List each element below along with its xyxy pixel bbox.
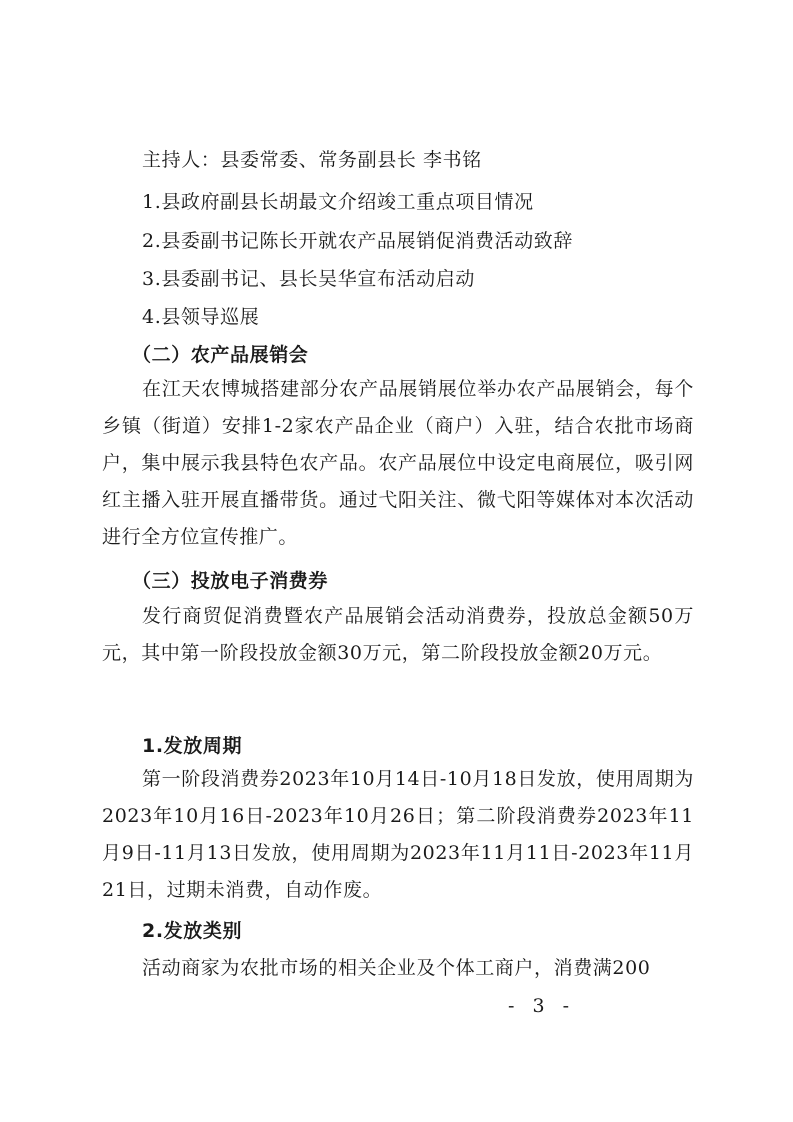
subsection-body-category: 活动商家为农批市场的相关企业及个体工商户，消费满200 xyxy=(142,957,651,979)
agenda-item-1: 1.县政府副县长胡最文介绍竣工重点项目情况 xyxy=(142,191,534,213)
agenda-item-2: 2.县委副书记陈长开就农产品展销促消费活动致辞 xyxy=(142,230,573,252)
section-body-exhibition: 在江天农博城搭建部分农产品展销展位举办农产品展销会，每个乡镇（街道）安排1-2家农产品企业（商户）入驻，结合农批市场商户，集中展示我县特色农产品。农产品展位中设定电商展位，吸引网红主播入驻开展直播带货。通过弋阳关注、微弋阳等媒体对本次活动进行全方位宣传推广。 xyxy=(102,378,694,548)
subsection-heading-category: 2.发放类别 xyxy=(142,920,243,942)
agenda-item-3: 3.县委副书记、县长吴华宣布活动启动 xyxy=(142,268,475,290)
host-line: 主持人：县委常委、常务副县长 李书铭 xyxy=(142,149,482,171)
section-heading-exhibition: （二）农产品展销会 xyxy=(132,344,309,366)
subsection-heading-period: 1.发放周期 xyxy=(142,735,243,757)
section-heading-coupons: （三）投放电子消费券 xyxy=(132,570,329,592)
agenda-item-4: 4.县领导巡展 xyxy=(142,306,260,328)
page-number: - 3 - xyxy=(507,995,575,1017)
subsection-body-period: 第一阶段消费券2023年10月14日-10月18日发放，使用周期为2023年10月16日-2023年10月26日；第二阶段消费券2023年11月9日-11月13日发放，使用周期为2023年11月11日-2023年11月21日，过期未消费，自动作废。 xyxy=(102,768,694,901)
section-body-coupons: 发行商贸促消费暨农产品展销会活动消费券，投放总金额50万元，其中第一阶段投放金额30万元，第二阶段投放金额20万元。 xyxy=(102,605,694,664)
